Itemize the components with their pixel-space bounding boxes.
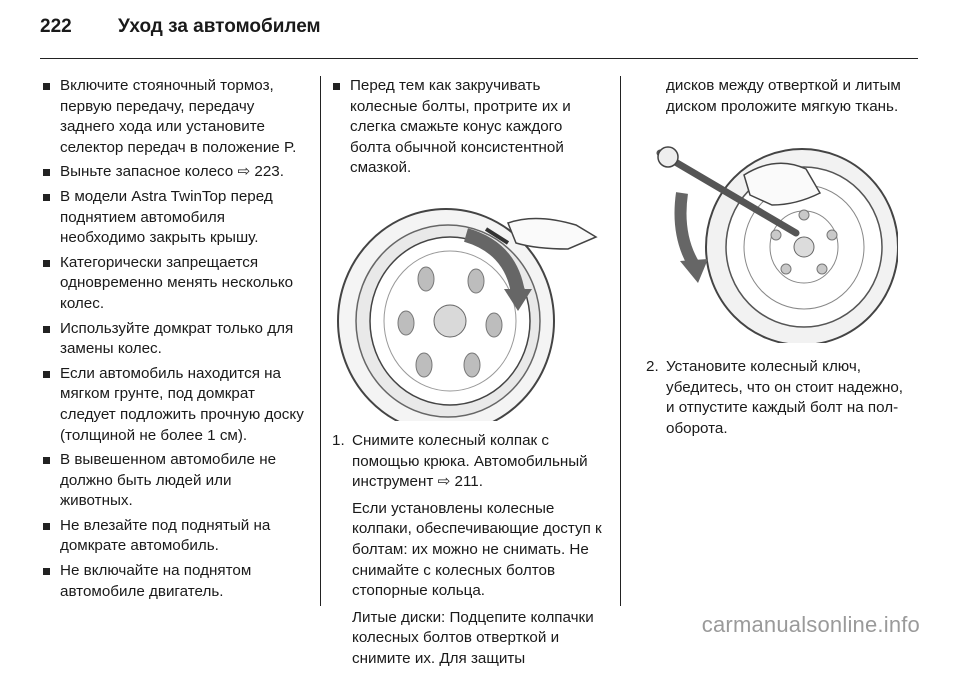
bullet-item: Выньте запасное колесо ⇨ 223. — [42, 162, 304, 183]
step-text: Снимите колесный колпак с помощью крюка. Автомобильный инструмент ⇨ 211. — [352, 431, 588, 491]
watermark: carmanualsonline.info — [701, 612, 920, 637]
bullet-item: Не включайте на поднятом автомобиле двигатель. — [42, 561, 304, 602]
bullet-item: Не влезайте под поднятый на домкрате автомобиль. — [42, 516, 304, 557]
page-header — [40, 16, 920, 52]
wheel-wrench-illustration — [646, 135, 898, 343]
continued-text: дисков между отверткой и литым диском проложите мягкую ткань. — [666, 77, 901, 115]
column-left — [42, 76, 304, 606]
step-1 — [332, 431, 607, 670]
page-number: 222 — [40, 16, 72, 37]
step-paragraph: Литые диски: Подцепите колпачки колесных болтов отверткой и снимите их. Для защиты — [352, 608, 594, 667]
column-divider — [320, 76, 321, 606]
page-title: Уход за автомобилем — [118, 16, 321, 37]
column-right — [646, 76, 908, 446]
step-paragraph: Если установлены колесные колпаки, обеспечивающие доступ к болтам: их можно не снимать. Не снимайте с колесных болтов стопорные кольца. — [352, 499, 602, 600]
step-text: Установите колесный ключ, убедитесь, что он стоит надежно, и отпустите каждый болт на пол-оборота. — [666, 358, 904, 437]
step-2 — [646, 357, 908, 439]
bullet-item: Используйте домкрат только для замены колес. — [42, 319, 304, 360]
step-number: 2. — [646, 358, 659, 376]
bullet-item: Включите стояночный тормоз, первую передачу, передачу заднего хода или установите селектор передач в положение P. — [42, 76, 304, 158]
bullet-item: Если автомобиль находится на мягком грунте, под домкрат следует подложить прочную доску (толщиной не более 1 см). — [42, 364, 304, 446]
hubcap-removal-illustration — [336, 193, 600, 421]
column-divider — [620, 76, 621, 606]
bullet-item: В модели Astra TwinTop перед поднятием автомобиля необходимо закрыть крышу. — [42, 187, 304, 249]
header-rule — [40, 58, 918, 59]
bullet-item: Категорически запрещается одновременно менять несколько колес. — [42, 253, 304, 315]
step-number: 1. — [332, 431, 345, 449]
bullet-item: В вывешенном автомобиле не должно быть людей или животных. — [42, 450, 304, 512]
column-middle — [332, 76, 607, 676]
bullet-item: Перед тем как закручивать колесные болты, протрите их и слегка смажьте конус каждого болта обычной консистентной смазкой. — [332, 76, 607, 179]
